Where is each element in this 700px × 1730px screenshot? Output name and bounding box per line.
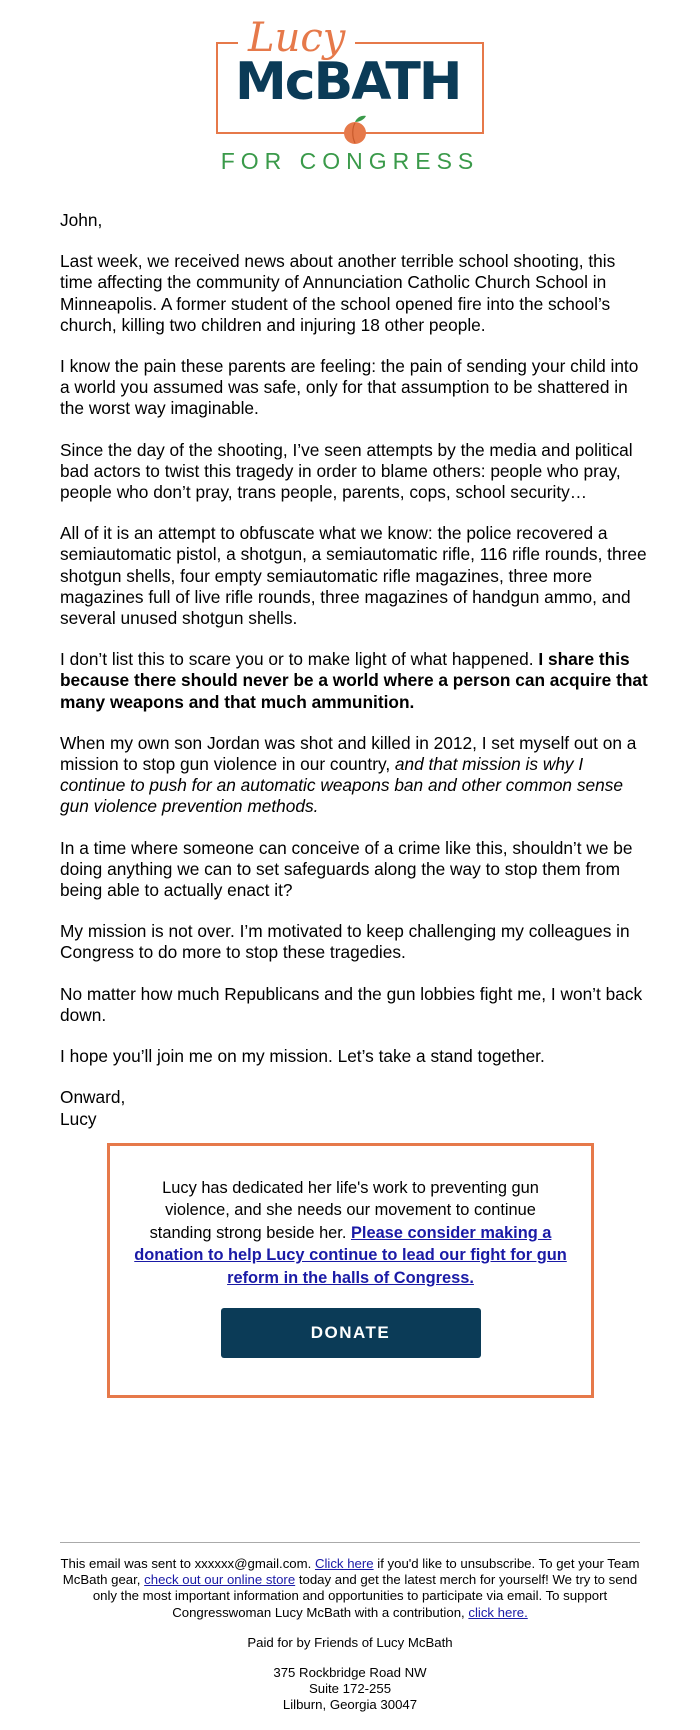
paragraph-6-text: When my own son Jordan was shot and killed in 2012, I set myself out on a mission to stop gun violence in our country,: [60, 732, 637, 775]
paragraph-6: [60, 733, 648, 818]
logo-tagline: FOR CONGRESS: [220, 148, 480, 174]
footer-notice: [58, 1556, 642, 1621]
paragraph-5: [60, 649, 648, 713]
unsubscribe-link[interactable]: Click here: [314, 1556, 374, 1571]
peach-icon: [341, 113, 369, 145]
donate-appeal-link[interactable]: Please consider making a donation to help Lucy continue to lead our fight for gun reform in the halls of Congress.: [134, 1223, 567, 1287]
signoff-block: [60, 1087, 648, 1129]
email-body: [60, 210, 648, 1130]
paragraph-5-bold: I share this because there should never be a world where a person can acquire that many weapons and that much ammunition.: [60, 649, 648, 712]
paragraph-3: Since the day of the shooting, I’ve seen attempts by the media and political bad actors to twist this tragedy in order to blame others: people who pray, people who don’t pray, trans people, parents, cops, school security…: [60, 439, 633, 503]
paragraph-9: No matter how much Republicans and the gun lobbies fight me, I won’t back down.: [60, 983, 643, 1025]
paragraph-10: I hope you’ll join me on my mission. Let’s take a stand together.: [60, 1046, 545, 1067]
paragraph-6-italic: and that mission is why I continue to push for an automatic weapons ban and other common sense gun violence prevention methods.: [60, 754, 623, 817]
address-line-1: 375 Rockbridge Road NW: [273, 1665, 427, 1681]
paragraph-2: I know the pain these parents are feeling: the pain of sending your child into a world you assumed was safe, only for that assumption to be shattered in the worst way imaginable.: [60, 356, 639, 419]
contribute-link[interactable]: click here.: [468, 1604, 528, 1620]
paragraph-4: All of it is an attempt to obfuscate what we know: the police recovered a semiautomatic pistol, a shotgun, a semiautomatic rifle, 116 rifle rounds, three shotgun shells, four empty semiautomatic rifle magazines, three more magazines full of live rifle rounds, three magazines of handgun ammo, and several unused shotgun shells.: [60, 523, 647, 629]
footer-notice-text-2: if you'd like to unsubscribe. To get your Team McBath gear,: [62, 1556, 640, 1588]
signature: Lucy: [60, 1108, 97, 1129]
donate-appeal: [132, 1177, 569, 1289]
footer-notice-text-3: today and get the latest merch for yourself! We try to send only the most important information and opportunities to participate via email. To support Congresswoman Lucy McBath with a contribution,: [92, 1572, 638, 1620]
footer-notice-text-1: This email was sent to xxxxxx@gmail.com.: [60, 1556, 315, 1571]
paragraph-8: My mission is not over. I’m motivated to keep challenging my colleagues in Congress to do more to stop these tragedies.: [60, 921, 630, 963]
address-line-3: Lilburn, Georgia 30047: [282, 1697, 418, 1713]
donate-callout: [107, 1143, 594, 1398]
paragraph-7: In a time where someone can conceive of a crime like this, shouldn’t we be doing anything we can to set safeguards along the way to stop them from being able to actually enact it?: [60, 837, 633, 901]
greeting: John,: [60, 210, 103, 230]
logo-first-name: Lucy: [238, 14, 355, 62]
address-line-2: Suite 172-255: [308, 1681, 392, 1697]
online-store-link[interactable]: check out our online store: [144, 1572, 296, 1588]
footer-divider: [60, 1542, 640, 1543]
mailing-address: [58, 1665, 642, 1714]
paragraph-5-text: I don’t list this to scare you or to make light of what happened.: [60, 649, 539, 670]
footer: [58, 1556, 642, 1728]
paragraph-1: Last week, we received news about another terrible school shooting, this time affecting the community of Annunciation Catholic Church School in Minneapolis. A former student of the school opened fire into the school’s church, killing two children and injuring 18 other people.: [60, 251, 616, 335]
donate-button[interactable]: DONATE: [221, 1308, 481, 1358]
paid-for-disclaimer: Paid for by Friends of Lucy McBath: [247, 1634, 453, 1650]
campaign-logo: [0, 0, 700, 210]
logo-last-name: McBATH: [235, 52, 461, 112]
donate-appeal-text: Lucy has dedicated her life's work to preventing gun violence, and she needs our movement to continue standing strong beside her.: [149, 1179, 539, 1242]
signoff: Onward,: [60, 1087, 126, 1108]
